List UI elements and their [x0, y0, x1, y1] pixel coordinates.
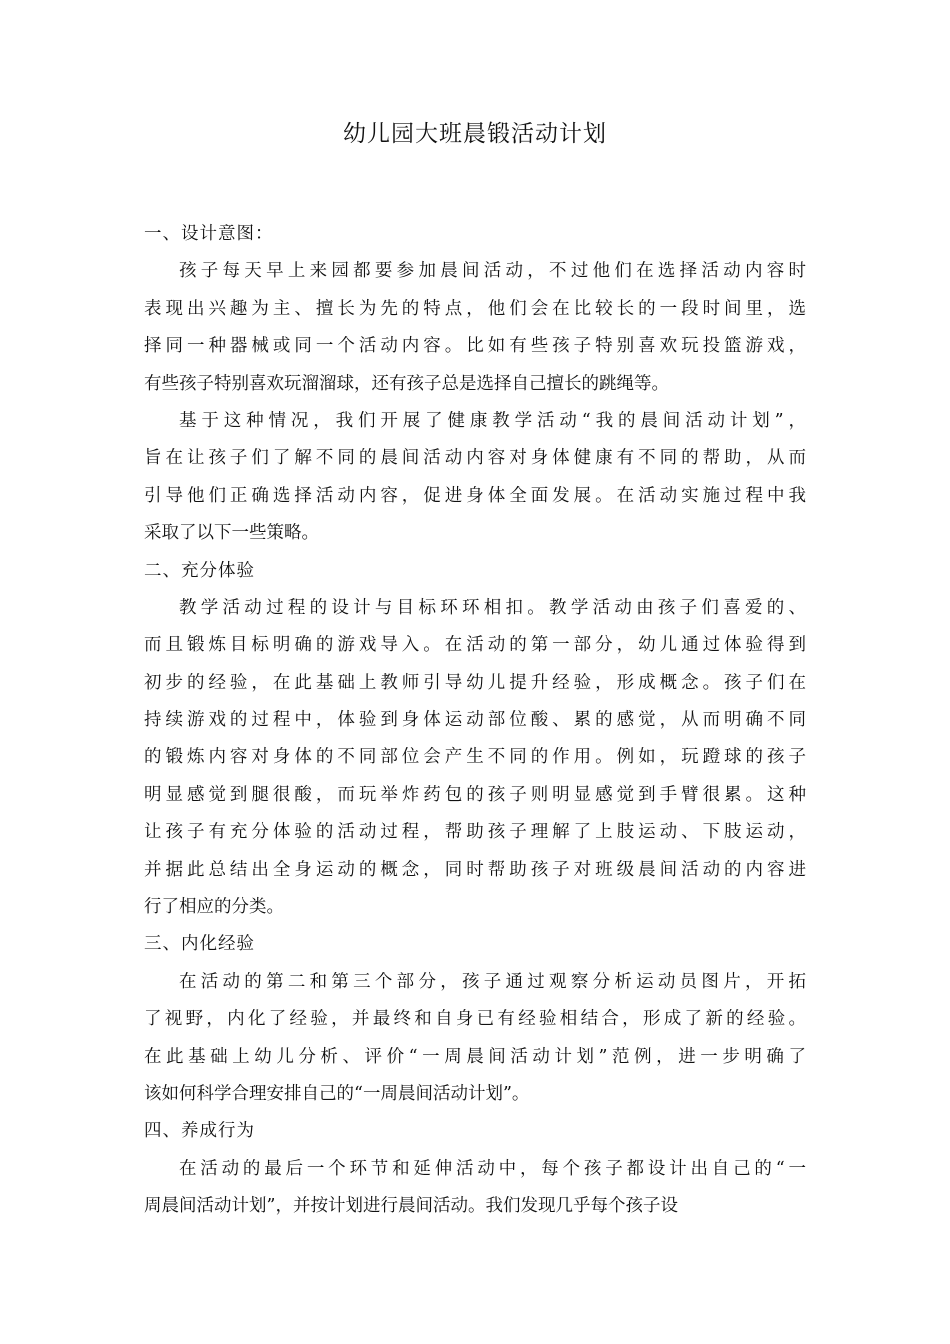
paragraph-line: 表现出兴趣为主、擅长为先的特点，他们会在比较长的一段时间里，选: [144, 298, 806, 319]
paragraph-line: 基于这种情况，我们开展了健康教学活动“我的晨间活动计划”，: [179, 410, 806, 431]
document-title: 幼儿园大班晨锻活动计划: [343, 121, 607, 147]
paragraph-line: 而且锻炼目标明确的游戏导入。在活动的第一部分，幼儿通过体验得到: [144, 635, 806, 656]
paragraph-line: 了视野，内化了经验，并最终和自身已有经验相结合，形成了新的经验。: [144, 1009, 806, 1030]
section-heading: 四、养成行为: [144, 1121, 255, 1142]
paragraph-line: 并据此总结出全身运动的概念，同时帮助孩子对班级晨间活动的内容进: [144, 859, 806, 880]
paragraph: [144, 403, 806, 553]
section-heading: 三、内化经验: [144, 934, 255, 955]
paragraph-line: 教学活动过程的设计与目标环环相扣。教学活动由孩子们喜爱的、: [179, 597, 806, 618]
paragraph-line: 该如何科学合理安排自己的“一周晨间活动计划”。: [144, 1083, 530, 1104]
paragraph-line: 让孩子有充分体验的活动过程，帮助孩子理解了上肢运动、下肢运动，: [144, 822, 806, 843]
paragraph-line: 引导他们正确选择活动内容，促进身体全面发展。在活动实施过程中我: [144, 485, 806, 506]
paragraph-line: 旨在让孩子们了解不同的晨间活动内容对身体健康有不同的帮助，从而: [144, 448, 806, 469]
paragraph: [144, 964, 806, 1114]
paragraph-line: 采取了以下一些策略。: [144, 523, 319, 544]
paragraph-line: 择同一种器械或同一个活动内容。比如有些孩子特别喜欢玩投篮游戏，: [144, 336, 806, 357]
paragraph-line: 明显感觉到腿很酸，而玩举炸药包的孩子则明显感觉到手臂很累。这种: [144, 784, 806, 805]
paragraph-line: 在此基础上幼儿分析、评价“一周晨间活动计划”范例，进一步明确了: [144, 1046, 806, 1067]
document-body: [144, 216, 806, 1226]
paragraph-line: 的锻炼内容对身体的不同部位会产生不同的作用。例如，玩蹬球的孩子: [144, 747, 806, 768]
section-heading: 一、设计意图：: [144, 224, 274, 244]
paragraph-line: 初步的经验，在此基础上教师引导幼儿提升经验，形成概念。孩子们在: [144, 672, 806, 693]
paragraph: [144, 253, 806, 403]
paragraph-line: 在活动的第二和第三个部分，孩子通过观察分析运动员图片，开拓: [179, 971, 806, 992]
paragraph: [144, 1151, 806, 1226]
paragraph-line: 孩子每天早上来园都要参加晨间活动，不过他们在选择活动内容时: [179, 261, 806, 282]
paragraph-line: 在活动的最后一个环节和延伸活动中，每个孩子都设计出自己的“一: [179, 1158, 806, 1179]
paragraph-line: 有些孩子特别喜欢玩溜溜球，还有孩子总是选择自己擅长的跳绳等。: [144, 373, 669, 394]
section-heading: 二、充分体验: [144, 560, 255, 581]
paragraph-line: 行了相应的分类。: [144, 897, 284, 918]
paragraph-line: 周晨间活动计划”，并按计划进行晨间活动。我们发现几乎每个孩子设: [144, 1196, 678, 1217]
paragraph-line: 持续游戏的过程中，体验到身体运动部位酸、累的感觉，从而明确不同: [144, 710, 806, 731]
paragraph: [144, 590, 806, 927]
